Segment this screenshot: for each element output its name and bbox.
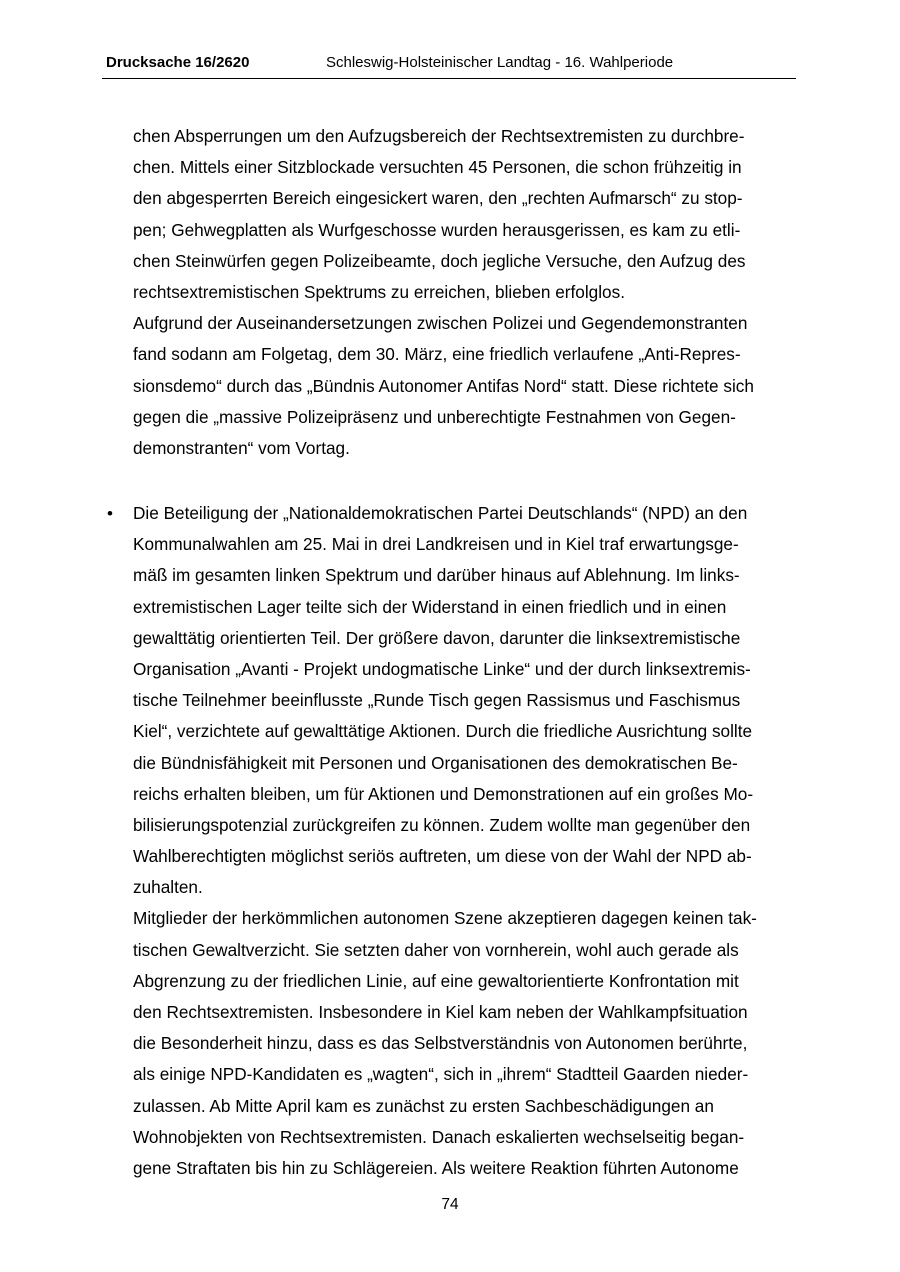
text-line: sionsdemo“ durch das „Bündnis Autonomer Antifas Nord“ statt. Diese richtete sich [133, 375, 754, 396]
text-line: Kiel“, verzichtete auf gewalttätige Aktionen. Durch die friedliche Ausrichtung sollte [133, 721, 753, 742]
text-line: Wohnobjekten von Rechtsextremisten. Danach eskalierten wechselseitig began- [133, 1126, 745, 1147]
text-line: die Besonderheit hinzu, dass es das Selbstverständnis von Autonomen berührte, [133, 1033, 748, 1054]
page-number: 74 [441, 1196, 459, 1213]
text-line: tische Teilnehmer beeinflusste „Runde Tisch gegen Rassismus und Faschismus [133, 690, 741, 711]
text-line: chen Absperrungen um den Aufzugsbereich der Rechtsextremisten zu durchbre- [133, 126, 745, 146]
text-line: Wahlberechtigten möglichst seriös auftreten, um diese von der Wahl der NPD ab- [133, 846, 752, 867]
text-line: reichs erhalten bleiben, um für Aktionen und Demonstrationen auf ein großes Mo- [133, 783, 754, 804]
text-line: chen Steinwürfen gegen Polizeibeamte, doch jegliche Versuche, den Aufzug des [133, 250, 746, 271]
text-line: Die Beteiligung der „Nationaldemokratischen Partei Deutschlands“ (NPD) an den [133, 503, 748, 523]
text-line: Aufgrund der Auseinandersetzungen zwischen Polizei und Gegendemonstranten [133, 313, 748, 334]
text-line: gewalttätig orientierten Teil. Der größere davon, darunter die linksextremistische [133, 627, 741, 648]
text-line: fand sodann am Folgetag, dem 30. März, eine friedlich verlaufene „Anti-Repres- [133, 344, 741, 365]
paragraph-block-1 [133, 121, 803, 464]
text-line: pen; Gehwegplatten als Wurfgeschosse wurden herausgerissen, es kam zu etli- [133, 219, 741, 240]
text-line: Kommunalwahlen am 25. Mai in drei Landkreisen und in Kiel traf erwartungsge- [133, 534, 739, 555]
text-line: extremistischen Lager teilte sich der Widerstand in einen friedlich und in einen [133, 596, 727, 617]
text-line: als einige NPD-Kandidaten es „wagten“, sich in „ihrem“ Stadtteil Gaarden nieder- [133, 1064, 749, 1085]
text-line: zulassen. Ab Mitte April kam es zunächst zu ersten Sachbeschädigungen an [133, 1095, 714, 1116]
text-line: demonstranten“ vom Vortag. [133, 437, 350, 458]
text-line: rechtsextremistischen Spektrums zu erreichen, blieben erfolglos. [133, 281, 625, 302]
text-line: gene Straftaten bis hin zu Schlägereien. Als weitere Reaktion führten Autonome [133, 1157, 739, 1178]
parliament-title: Schleswig-Holsteinischer Landtag - 16. Wahlperiode [326, 54, 674, 71]
bullet-marker: • [107, 504, 113, 523]
text-line: gegen die „massive Polizeipräsenz und unberechtigte Festnahmen von Gegen- [133, 406, 736, 427]
text-line: die Bündnisfähigkeit mit Personen und Organisationen des demokratischen Be- [133, 752, 738, 773]
text-line: Abgrenzung zu der friedlichen Linie, auf eine gewaltorientierte Konfrontation mit [133, 970, 739, 991]
page-header [102, 52, 796, 79]
text-line: tischen Gewaltverzicht. Sie setzten daher von vornherein, wohl auch gerade als [133, 939, 739, 960]
text-line: chen. Mittels einer Sitzblockade versuchten 45 Personen, die schon frühzeitig in [133, 157, 742, 178]
text-line: bilisierungspotenzial zurückgreifen zu können. Zudem wollte man gegenüber den [133, 814, 751, 835]
document-number: Drucksache 16/2620 [106, 54, 250, 71]
text-line: mäß im gesamten linken Spektrum und darüber hinaus auf Ablehnung. Im links- [133, 565, 740, 586]
text-line: den abgesperrten Bereich eingesickert waren, den „rechten Aufmarsch“ zu stop- [133, 188, 743, 209]
text-line: Organisation „Avanti - Projekt undogmatische Linke“ und der durch linksextremis- [133, 658, 751, 679]
text-line: den Rechtsextremisten. Insbesondere in Kiel kam neben der Wahlkampfsituation [133, 1002, 748, 1022]
text-line: Mitglieder der herkömmlichen autonomen Szene akzeptieren dagegen keinen tak- [133, 908, 757, 929]
text-line: zuhalten. [133, 877, 203, 898]
paragraph-block-2 [133, 498, 803, 1184]
